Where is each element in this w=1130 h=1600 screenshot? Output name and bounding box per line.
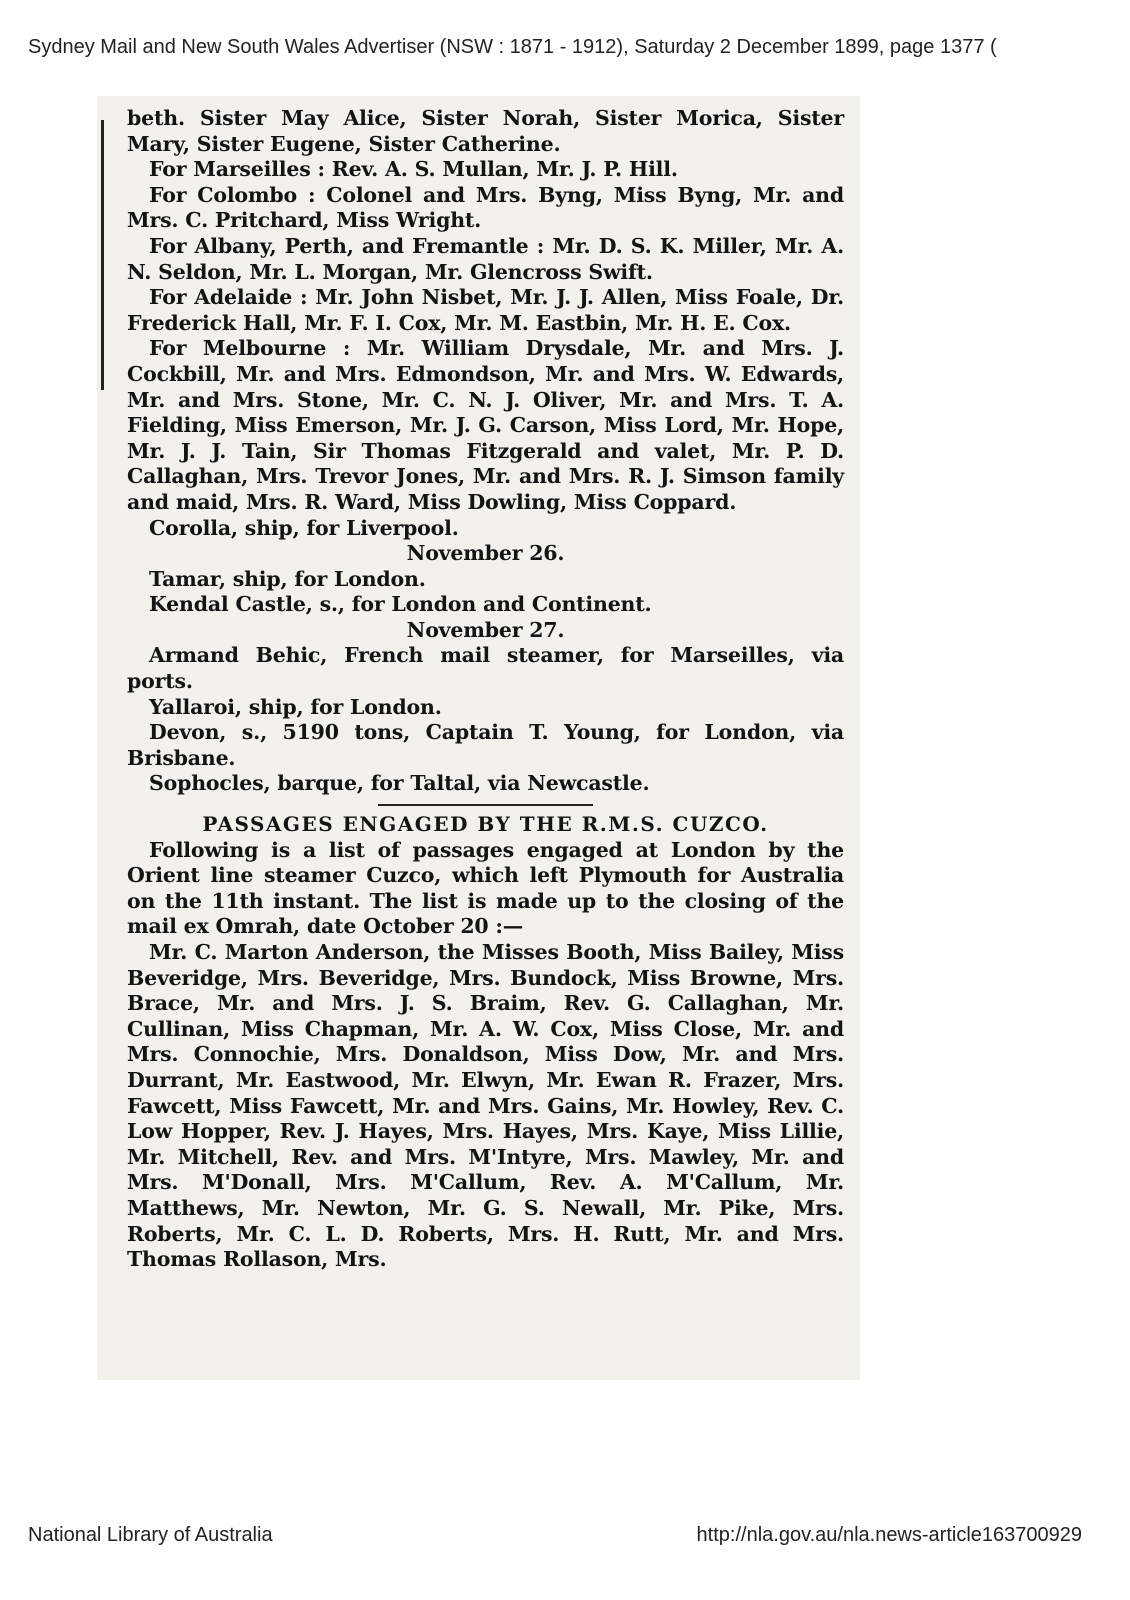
article-paragraph: Armand Behic, French mail steamer, for Marseilles, via ports. [127, 643, 844, 694]
article-paragraph: Kendal Castle, s., for London and Continent. [149, 592, 652, 617]
article-paragraph: beth. Sister May Alice, Sister Norah, Sister Morica, Sister Mary, Sister Eugene, Sister Catherine. [127, 106, 844, 156]
section-heading: PASSAGES ENGAGED BY THE R.M.S. CUZCO. [202, 812, 769, 837]
date-heading-nov-26: November 26. [406, 541, 565, 566]
article-paragraph: Yallaroi, ship, for London. [149, 694, 442, 719]
article-paragraph: Devon, s., 5190 tons, Captain T. Young, for London, via Brisbane. [127, 720, 844, 770]
article-paragraph: For Colombo : Colonel and Mrs. Byng, Miss Byng, Mr. and Mrs. C. Pritchard, Miss Wright. [127, 182, 844, 233]
article-paragraph: For Albany, Perth, and Fremantle : Mr. D. S. K. Miller, Mr. A. N. Seldon, Mr. L. Morgan, Mr. Glencross Swift. [127, 233, 844, 284]
article-paragraph: Sophocles, barque, for Taltal, via Newcastle. [149, 771, 650, 796]
article-paragraph: For Adelaide : Mr. John Nisbet, Mr. J. J. Allen, Miss Foale, Dr. Frederick Hall, Mr. F. I. Cox, Mr. M. Eastbin, Mr. H. E. Cox. [127, 285, 844, 335]
article-paragraph: Following is a list of passages engaged at London by the Orient line steamer Cuzco, which left Plymouth for Australia on the 11th instant. The list is made up to the closing of the mail ex Omrah, date October 20 :— [127, 837, 844, 939]
section-divider [378, 804, 593, 806]
article-paragraph: Corolla, ship, for Liverpool. [149, 515, 459, 540]
footer-url: http://nla.gov.au/nla.news-article163700929 [696, 1524, 1082, 1546]
column-rule [101, 120, 104, 390]
article-paragraph: Tamar, ship, for London. [149, 566, 426, 591]
newspaper-clipping [97, 96, 860, 1380]
page-citation-header: Sydney Mail and New South Wales Advertiser (NSW : 1871 - 1912), Saturday 2 December 1899, page 1377 ( [28, 36, 997, 58]
article-column [127, 106, 844, 1273]
article-paragraph: Mr. C. Marton Anderson, the Misses Booth, Miss Bailey, Miss Beveridge, Mrs. Beveridge, Mrs. Bundock, Miss Browne, Mrs. Brace, Mr. and Mrs. J. S. Braim, Rev. G. Callaghan, Mr. Cullinan, Miss Chapman, Mr. A. W. Cox, Miss Close, Mr. and Mrs. Connochie, Mrs. Donaldson, Miss Dow, Mr. and Mrs. Durrant, Mr. Eastwood, Mr. Elwyn, Mr. Ewan R. Frazer, Mrs. Fawcett, Miss Fawcett, Mr. and Mrs. Gains, Mr. Howley, Rev. C. Low Hopper, Rev. J. Hayes, Mrs. Hayes, Mrs. Kaye, Miss Lillie, Mr. Mitchell, Rev. and Mrs. M'Intyre, Mrs. Mawley, Mr. and Mrs. M'Donall, Mrs. M'Callum, Rev. A. M'Callum, Mr. Matthews, Mr. Newton, Mr. G. S. Newall, Mr. Pike, Mrs. Roberts, Mr. C. L. D. Roberts, Mrs. H. Rutt, Mr. and Mrs. Thomas Rollason, Mrs. [127, 940, 844, 1272]
article-paragraph: For Marseilles : Rev. A. S. Mullan, Mr. J. P. Hill. [149, 157, 678, 182]
article-paragraph: For Melbourne : Mr. William Drysdale, Mr. and Mrs. J. Cockbill, Mr. and Mrs. Edmondson, Mr. and Mrs. W. Edwards, Mr. and Mrs. Stone, Mr. C. N. J. Oliver, Mr. and Mrs. T. A. Fielding, Miss Emerson, Mr. J. G. Carson, Miss Lord, Mr. Hope, Mr. J. J. Tain, Sir Thomas Fitzgerald and valet, Mr. P. D. Callaghan, Mrs. Trevor Jones, Mr. and Mrs. R. J. Simson family and maid, Mrs. R. Ward, Miss Dowling, Miss Coppard. [127, 336, 844, 514]
date-heading-nov-27: November 27. [406, 617, 565, 642]
footer-source: National Library of Australia [28, 1524, 273, 1546]
